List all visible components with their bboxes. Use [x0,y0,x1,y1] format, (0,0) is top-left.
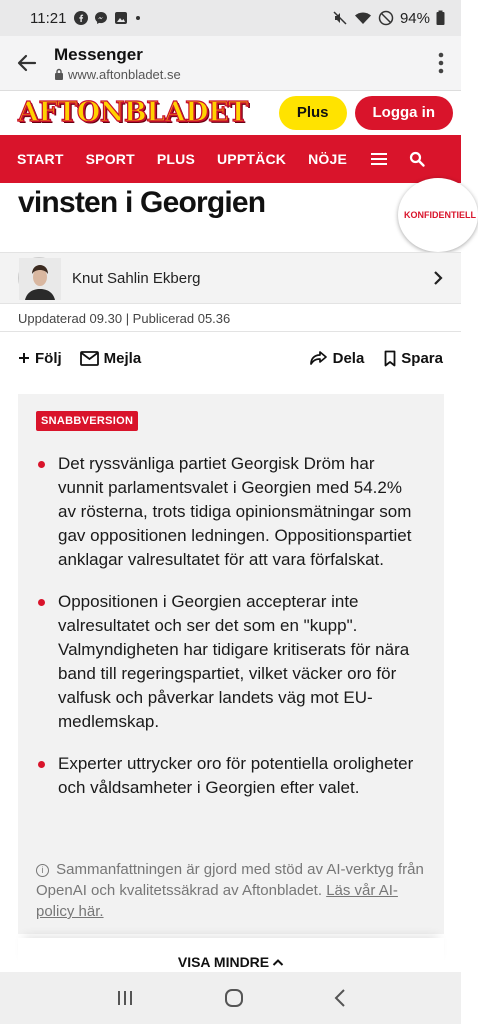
summary-bullets [36,452,414,818]
save-button[interactable] [384,350,443,367]
search-icon[interactable] [409,151,425,167]
back-button[interactable] [0,36,54,90]
system-back-icon[interactable] [333,988,347,1008]
mute-icon [332,10,348,26]
summary-bullet: Experter uttrycker oro för potentiella oroligheter och våldsamheter i Georgien efter valet. [36,752,414,800]
ai-policy-link[interactable]: Läs vår AI-policy här. [36,882,398,920]
share-label: Dela [332,349,365,367]
browser-app-title: Messenger [54,44,143,64]
nav-item-noje[interactable]: NÖJE [308,151,348,167]
chevron-right-icon [433,270,443,286]
snabbversion-tag: SNABBVERSION [36,411,138,431]
author-name: Knut Sahlin Ekberg [72,269,201,287]
follow-button[interactable] [18,350,62,367]
dot-icon [134,11,142,25]
article-dates: Uppdaterad 09.30 | Publicerad 05.36 [18,311,231,326]
summary-bullet: Det ryssvänliga partiet Georgisk Dröm har vunnit parlamentsvalet i Georgien med 54.2% av rösterna, trots tidiga opinionsmätningar som gav oppositionen ledningen. Oppositionspartiet anklagar valresultatet för att vara förfalskat. [36,452,414,572]
chevron-up-icon [272,958,284,966]
gallery-icon [114,11,128,25]
facebook-icon [74,11,88,25]
mail-icon [80,351,99,366]
battery-text: 94% [399,9,430,27]
wifi-icon [354,10,372,26]
divider [0,331,461,332]
dnd-icon [378,10,394,26]
url-text: www.aftonbladet.se [68,66,181,82]
nav-item-upptack[interactable]: UPPTÄCK [217,151,287,167]
ai-note-text: Sammanfattningen är gjord med stöd av AI-verktyg från OpenAI och kvalitetssäkrad av Aftonbladet. [36,861,424,899]
lock-icon [54,68,64,80]
arrow-left-icon [15,51,39,75]
share-button[interactable] [310,350,365,367]
show-less-button[interactable] [18,938,444,972]
main-nav [0,135,461,183]
nav-item-start[interactable]: START [17,151,64,167]
status-time: 11:21 [30,9,67,27]
info-icon: i [36,864,49,877]
article-actions [0,345,461,371]
article-headline: vinsten i Georgien [18,186,266,219]
email-button[interactable] [80,350,142,367]
recent-apps-icon[interactable] [115,989,135,1007]
follow-label: Följ [35,349,62,367]
email-label: Mejla [103,349,142,367]
battery-icon [436,10,445,26]
messenger-icon [94,11,108,25]
konfidentiell-badge[interactable] [398,178,478,252]
browser-menu-button[interactable] [421,52,461,74]
more-vertical-icon [438,52,444,74]
plus-button[interactable]: Plus [279,96,347,130]
login-button[interactable]: Logga in [355,96,454,130]
hamburger-menu-icon[interactable] [371,152,387,166]
home-icon[interactable] [224,988,244,1008]
system-nav-bar [0,972,461,1024]
bookmark-icon [384,350,396,367]
konfidentiell-label: KONFIDENTIELL [404,210,476,220]
nav-item-sport[interactable]: SPORT [85,151,135,167]
ai-disclaimer [36,859,426,922]
aftonbladet-logo[interactable]: AFTONBLADET [18,97,248,128]
share-icon [310,350,328,366]
author-avatar [18,257,60,299]
in-app-browser-bar [0,36,461,90]
show-less-label: VISA MINDRE [177,954,270,970]
summary-bullet: Oppositionen i Georgien accepterar inte valresultatet och ser det som en "kupp". Valmyndigheten har tidigare kritiserats för nära band till regeringspartiet, vilket väcker oro för valfusk och påverkar landets väg mot EU-medlemskap. [36,590,414,734]
author-row[interactable] [0,252,461,304]
quick-summary-box [18,394,444,934]
save-label: Spara [401,349,443,367]
site-header [0,90,461,134]
status-bar [0,0,461,36]
nav-item-plus[interactable]: PLUS [156,151,195,167]
plus-icon [18,352,30,364]
